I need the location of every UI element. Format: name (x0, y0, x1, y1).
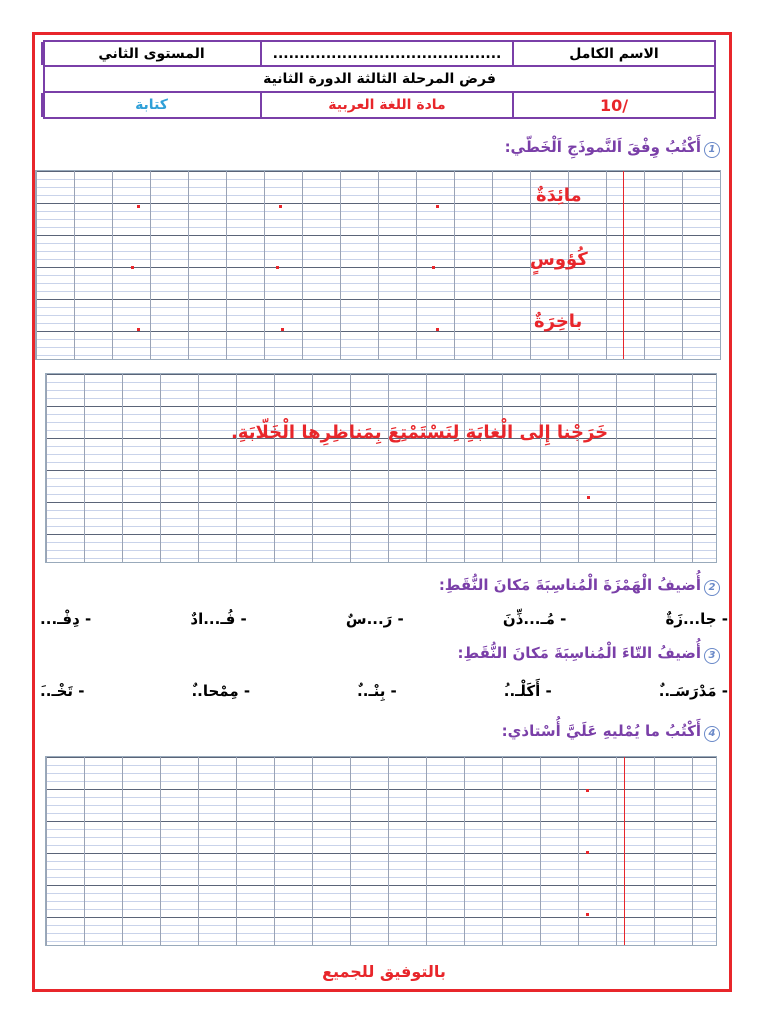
header-row-subject (43, 91, 716, 119)
q4-text: أَكْتُبُ ما يُمْليهِ عَلَيَّ أُسْتاذي: (501, 722, 701, 740)
q1-title (505, 138, 720, 158)
dot-marker (279, 205, 282, 208)
dot-marker (281, 328, 284, 331)
q2-title (439, 576, 720, 596)
q3-item[interactable]: - مِمْحا..ٌ (191, 682, 251, 700)
model-word-3: باخِرَةٌ (534, 311, 583, 332)
dot-marker (137, 328, 140, 331)
q3-item[interactable]: - بِنْـ..ٌ (357, 682, 397, 700)
q2-item[interactable]: - فُـ...ادٌ (190, 610, 247, 628)
name-field[interactable]: ........................................... (260, 42, 512, 65)
footer-message: بالتوفيق للجميع (322, 962, 446, 981)
dot-marker (436, 328, 439, 331)
q2-item[interactable]: - رَ...سٌ (345, 610, 404, 628)
dot-marker (432, 266, 435, 269)
level-label: المستوى الثاني (41, 42, 260, 65)
dot-marker (137, 205, 140, 208)
q3-title (458, 644, 720, 664)
q2-number-icon: 2 (704, 580, 720, 596)
dot-marker (586, 913, 589, 916)
q1-text: أَكْتُبُ وِفْقَ اَلنَّموذَجِ اَلْخَطّي: (504, 138, 701, 156)
subject-label: مادة اللغة العربية (260, 93, 512, 117)
model-word-2: كُؤوسٍ (530, 249, 588, 270)
q2-text: أُضيفُ الْهَمْزَةَ الْمُناسِبَةَ مَكانَ النُّقَطِ: (438, 576, 701, 594)
model-sentence: خَرَجْنا إِلى الْغابَةِ لِنَسْتَمْتِعَ بِمَناظِرِها الْخَلّابَةِ. (231, 422, 609, 443)
q2-item[interactable]: - دِفْـ... (40, 610, 92, 628)
header-row-name (43, 40, 716, 67)
header-row-title (43, 65, 716, 93)
writing-grid-3[interactable] (45, 756, 717, 946)
name-label: الاسم الكامل (512, 42, 714, 65)
dot-marker (586, 789, 589, 792)
model-word-1: مائِدَةٌ (536, 185, 582, 206)
writing-grid-2[interactable] (45, 373, 717, 563)
q2-item[interactable]: - جا...زَةٌ (665, 610, 728, 628)
q2-item[interactable]: - مُـ...ذِّنَ (502, 610, 567, 628)
score-field: /10 (512, 93, 714, 117)
q3-number-icon: 3 (704, 648, 720, 664)
q4-number-icon: 4 (704, 726, 720, 742)
q3-item[interactable]: - مَدْرَسَـ..ٌ (658, 682, 728, 700)
dot-marker (436, 205, 439, 208)
q2-items (40, 610, 728, 628)
q3-text: أُضيفُ التّاءَ الْمُناسِبَةَ مَكانَ النُّقَطِ: (457, 644, 701, 662)
dot-marker (587, 496, 590, 499)
margin-line (624, 757, 625, 945)
margin-line (623, 171, 624, 359)
dot-marker (586, 851, 589, 854)
q3-item[interactable]: - تَخْـ..َ (40, 682, 85, 700)
q3-items (40, 682, 728, 700)
writing-grid-1[interactable] (35, 170, 721, 360)
q4-title (502, 722, 720, 742)
exam-title: فرض المرحلة الثالثة الدورة الثانية (263, 71, 496, 87)
q3-item[interactable]: - أَكَلْـ..ُ (503, 682, 552, 700)
dot-marker (276, 266, 279, 269)
q1-number-icon: 1 (704, 142, 720, 158)
activity-label: كتابة (41, 93, 260, 117)
dot-marker (131, 266, 134, 269)
